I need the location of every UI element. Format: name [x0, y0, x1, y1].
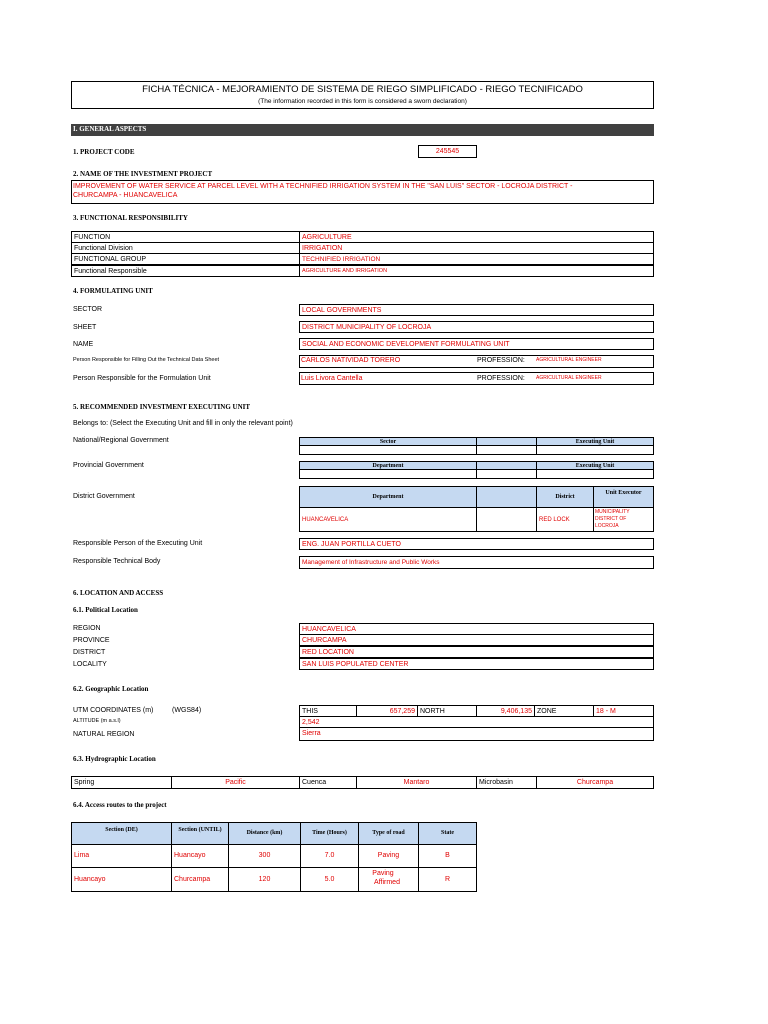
national-label: National/Regional Government [73, 437, 169, 444]
access-header-time: Time (Hours) [300, 822, 359, 845]
access-row1-to: Huancayo [171, 844, 229, 868]
utm-label: UTM COORDINATES (m) [73, 707, 154, 714]
district-unit-line3: LOCROJA [595, 523, 619, 529]
access-row2-state: R [418, 867, 477, 892]
access-row2-from: Huancayo [71, 867, 172, 892]
altitude-label: ALTITUDE (m a.s.l) [73, 718, 121, 724]
district-blank-header [476, 486, 537, 508]
project-code-value: 245545 [418, 145, 477, 158]
unit-name-value: SOCIAL AND ECONOMIC DEVELOPMENT FORMULATING UNIT [299, 338, 654, 350]
person1-label: Person Responsible for Filling Out the Technical Data Sheet [73, 357, 220, 363]
project-name-line1: IMPROVEMENT OF WATER SERVICE AT PARCEL LEVEL WITH A TECHNIFIED IRRIGATION SYSTEM IN THE "SAN LUIS" SECTOR - LOCROJA DISTRICT - [73, 183, 573, 190]
provincial-exec-header: Executing Unit [536, 461, 654, 470]
sheet-value: DISTRICT MUNICIPALITY OF LOCROJA [299, 321, 654, 333]
access-row1-time: 7.0 [300, 844, 359, 868]
access-label: 6.4. Access routes to the project [73, 801, 167, 809]
access-row1-from: Lima [71, 844, 172, 868]
microbasin-label: Microbasin [476, 776, 537, 789]
spring-label: Spring [71, 776, 172, 789]
project-name-line2: CHURCAMPA - HUANCAVELICA [73, 192, 178, 199]
function-label: FUNCTION [71, 231, 300, 243]
resp-body-label: Responsible Technical Body [73, 558, 161, 565]
hydro-label: 6.3. Hydrographic Location [73, 755, 156, 763]
functional-division-value: IRRIGATION [299, 242, 654, 254]
person1-value: CARLOS NATIVIDAD TORERO [301, 357, 401, 364]
profession1-value: AGRICULTURAL ENGINEER [536, 357, 602, 363]
functional-group-value: TECHNIFIED IRRIGATION [299, 253, 654, 265]
district-district-value: RED LOCK [536, 507, 594, 532]
district-unit-line1: MUNICIPALITY [595, 509, 630, 515]
access-row2-road: Paving [372, 870, 394, 877]
formulating-label: 4. FORMULATING UNIT [73, 287, 153, 295]
province-value: CHURCAMPA [299, 634, 654, 646]
natural-region-value: Sierra [299, 727, 654, 741]
project-name-label: 2. NAME OF THE INVESTMENT PROJECT [73, 170, 213, 178]
access-header-distance: Distance (km) [228, 822, 301, 845]
resp-body-value: Management of Infrastructure and Public Works [299, 556, 654, 569]
locality-value: SAN LUIS POPULATED CENTER [299, 658, 654, 670]
functional-responsible-label: Functional Responsible [71, 265, 300, 277]
zone-value: 18 - M [593, 705, 654, 717]
provincial-cell-1 [299, 469, 477, 479]
functional-label: 3. FUNCTIONAL RESPONSIBILITY [73, 214, 188, 222]
functional-group-label: FUNCTIONAL GROUP [71, 253, 300, 265]
access-header-state: State [418, 822, 477, 845]
north-label: NORTH [417, 705, 477, 717]
spring-value: Pacific [171, 776, 300, 789]
political-label: 6.1. Political Location [73, 606, 138, 614]
natural-region-label: NATURAL REGION [73, 731, 135, 738]
geo-label: 6.2. Geographic Location [73, 685, 149, 693]
access-row2-time: 5.0 [300, 867, 359, 892]
person2-value: Luis Livora Cantella [301, 375, 363, 382]
national-sector-header: Sector [299, 437, 477, 446]
zone-label: ZONE [534, 705, 594, 717]
access-header-from: Section (DE) [71, 822, 172, 845]
resp-person-label: Responsible Person of the Executing Unit [73, 540, 203, 547]
profession1-label: PROFESSION: [477, 357, 525, 364]
locality-label: LOCALITY [73, 661, 107, 668]
national-exec-header: Executing Unit [536, 437, 654, 446]
access-row1-state: B [418, 844, 477, 868]
access-header-to: Section (UNTIL) [171, 822, 229, 845]
sector-label: SECTOR [73, 306, 103, 313]
section-bar-general [71, 124, 654, 136]
executing-label: 5. RECOMMENDED INVESTMENT EXECUTING UNIT [73, 403, 251, 411]
section-title-general: I. GENERAL ASPECTS [73, 125, 147, 133]
district-gov-label: District Government [73, 493, 135, 500]
function-value: AGRICULTURE [299, 231, 654, 243]
province-label: PROVINCE [73, 637, 110, 644]
person2-label: Person Responsible for the Formulation Unit [73, 375, 211, 382]
district-value: RED LOCATION [299, 646, 654, 658]
national-cell-3 [536, 445, 654, 455]
access-row2-to: Churcampa [171, 867, 229, 892]
page-title: FICHA TÉCNICA - MEJORAMIENTO DE SISTEMA DE RIEGO SIMPLIFICADO - RIEGO TECNIFICADO [142, 84, 583, 95]
resp-person-value: ENG. JUAN PORTILLA CUETO [299, 538, 654, 550]
functional-division-label: Functional Division [71, 242, 300, 254]
profession2-label: PROFESSION: [477, 375, 525, 382]
this-label: THIS [299, 705, 357, 717]
region-label: REGION [73, 625, 101, 632]
provincial-cell-3 [536, 469, 654, 479]
district-unit-line2: DISTRICT OF [595, 516, 627, 522]
provincial-cell-2 [476, 469, 537, 479]
cuenca-label: Cuenca [299, 776, 357, 789]
district-unit-header: Unit Executor [593, 486, 654, 508]
district-department-header: Department [299, 486, 477, 508]
microbasin-value: Churcampa [536, 776, 654, 789]
district-blank-value [476, 507, 537, 532]
region-value: HUANCAVELICA [299, 623, 654, 635]
location-label: 6. LOCATION AND ACCESS [73, 589, 164, 597]
sector-value: LOCAL GOVERNMENTS [299, 304, 654, 316]
district-department-value: HUANCAVELICA [299, 507, 477, 532]
project-code-label: 1. PROJECT CODE [73, 148, 135, 156]
unit-name-label: NAME [73, 341, 94, 348]
page-subtitle: (The information recorded in this form is considered a sworn declaration) [258, 98, 467, 105]
cuenca-value: Mantaro [356, 776, 477, 789]
belongs-text: Belongs to: (Select the Executing Unit and fill in only the relevant point) [73, 420, 293, 427]
north-value: 9,406,135 [476, 705, 535, 717]
profession2-value: AGRICULTURAL ENGINEER [536, 375, 602, 381]
district-label: DISTRICT [73, 649, 106, 656]
access-row1-dist: 300 [228, 844, 301, 868]
access-header-road: Type of road [358, 822, 419, 845]
functional-responsible-value: AGRICULTURE AND IRRIGATION [299, 265, 654, 277]
wgs-label: (WGS84) [172, 707, 202, 714]
altitude-value: 2,542 [299, 716, 654, 728]
provincial-department-header: Department [299, 461, 477, 470]
provincial-label: Provincial Government [73, 462, 144, 469]
national-cell-1 [299, 445, 477, 455]
this-value: 657,259 [356, 705, 418, 717]
access-row2-dist: 120 [228, 867, 301, 892]
access-row1-road: Paving [358, 844, 419, 868]
access-row2-road2: Affirmed [374, 879, 400, 886]
district-district-header: District [536, 486, 594, 508]
sheet-label: SHEET [73, 324, 97, 331]
national-cell-2 [476, 445, 537, 455]
